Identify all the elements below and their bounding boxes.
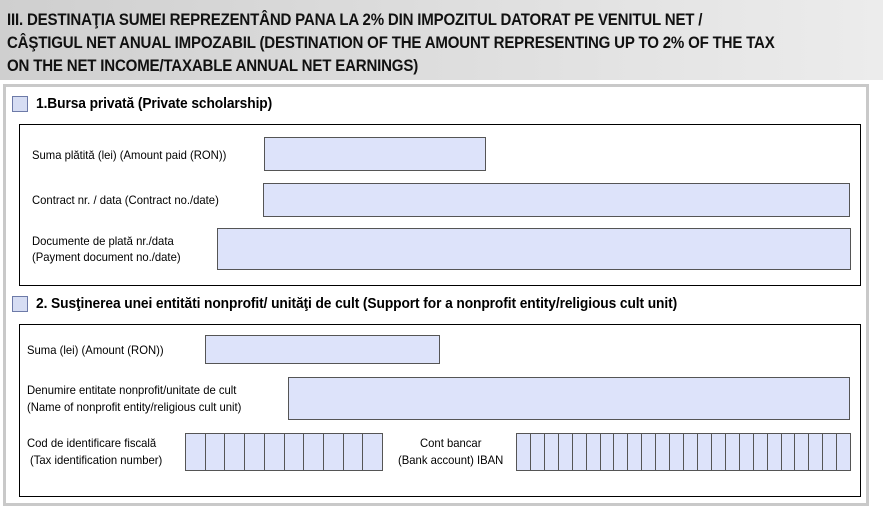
iban-char-box[interactable]	[670, 434, 684, 470]
bank-account-label-2: (Bank account) IBAN	[398, 453, 504, 467]
iban-char-box[interactable]	[587, 434, 601, 470]
tax-id-digit-box[interactable]	[265, 434, 285, 470]
iban-char-box[interactable]	[809, 434, 823, 470]
section-body	[3, 84, 869, 506]
section-header	[0, 0, 883, 80]
iban-char-box[interactable]	[837, 434, 850, 470]
iban-char-box[interactable]	[601, 434, 615, 470]
iban-char-box[interactable]	[642, 434, 656, 470]
amount-paid-input[interactable]	[265, 138, 485, 170]
private-scholarship-checkbox[interactable]	[12, 96, 28, 112]
entity-name-label-1: Denumire entitate nonprofit/unitate de cult	[27, 383, 237, 397]
private-scholarship-box	[19, 124, 861, 286]
contract-input[interactable]	[264, 184, 849, 216]
nonprofit-support-heading	[12, 296, 711, 312]
tax-id-boxes	[185, 433, 383, 471]
section-title	[7, 9, 881, 78]
iban-char-box[interactable]	[823, 434, 837, 470]
entity-name-field[interactable]	[288, 377, 850, 420]
iban-char-box[interactable]	[754, 434, 768, 470]
nonprofit-support-box	[19, 324, 861, 497]
iban-char-box[interactable]	[559, 434, 573, 470]
iban-char-box[interactable]	[656, 434, 670, 470]
iban-char-box[interactable]	[545, 434, 559, 470]
tax-id-label-1: Cod de identificare fiscală	[27, 436, 157, 450]
tax-id-digit-box[interactable]	[186, 434, 206, 470]
contract-field[interactable]	[263, 183, 850, 217]
private-scholarship-title: 1.Bursa privată (Private scholarship)	[36, 96, 273, 112]
bank-account-label-1: Cont bancar	[420, 436, 482, 450]
nonprofit-support-checkbox[interactable]	[12, 296, 28, 312]
payment-document-field[interactable]	[217, 228, 851, 270]
section-title-line-2: CÂŞTIGUL NET ANUAL IMPOZABIL (DESTINATION OF THE AMOUNT REPRESENTING UP TO 2% OF THE TAX	[7, 34, 775, 52]
payment-document-label-1: Documente de plată nr./data	[32, 234, 174, 248]
iban-char-box[interactable]	[795, 434, 809, 470]
iban-char-box[interactable]	[531, 434, 545, 470]
tax-id-digit-box[interactable]	[344, 434, 364, 470]
iban-char-box[interactable]	[684, 434, 698, 470]
amount-paid-label: Suma plătită (lei) (Amount paid (RON))	[32, 148, 227, 162]
tax-id-digit-box[interactable]	[225, 434, 245, 470]
section-title-line-3: ON THE NET INCOME/TAXABLE ANNUAL NET EARNINGS)	[7, 57, 419, 75]
contract-label: Contract nr. / data (Contract no./date)	[32, 193, 219, 207]
nonprofit-support-title: 2. Susţinerea unei entităti nonprofit/ unităţi de cult (Support for a nonprofit entity/religious cult unit)	[36, 296, 678, 312]
tax-id-digit-box[interactable]	[363, 434, 382, 470]
tax-id-digit-box[interactable]	[245, 434, 265, 470]
iban-char-box[interactable]	[698, 434, 712, 470]
iban-char-box[interactable]	[573, 434, 587, 470]
tax-id-label-2: (Tax identification number)	[30, 453, 163, 467]
tax-id-digit-box[interactable]	[324, 434, 344, 470]
iban-char-box[interactable]	[726, 434, 740, 470]
iban-char-box[interactable]	[782, 434, 796, 470]
iban-char-box[interactable]	[740, 434, 754, 470]
amount-input[interactable]	[206, 336, 439, 363]
entity-name-label-2: (Name of nonprofit entity/religious cult unit)	[27, 400, 242, 414]
tax-id-digit-box[interactable]	[285, 434, 305, 470]
private-scholarship-heading	[12, 96, 285, 112]
payment-document-input[interactable]	[218, 229, 850, 269]
amount-label: Suma (lei) (Amount (RON))	[27, 343, 164, 357]
payment-document-label-2: (Payment document no./date)	[32, 250, 181, 264]
tax-id-digit-box[interactable]	[304, 434, 324, 470]
amount-field[interactable]	[205, 335, 440, 364]
section-title-line-1: III. DESTINAŢIA SUMEI REPREZENTÂND PANA LA 2% DIN IMPOZITUL DATORAT PE VENITUL NET /	[7, 11, 703, 29]
iban-char-box[interactable]	[712, 434, 726, 470]
iban-boxes	[516, 433, 851, 471]
iban-char-box[interactable]	[614, 434, 628, 470]
entity-name-input[interactable]	[289, 378, 849, 419]
tax-id-digit-box[interactable]	[206, 434, 226, 470]
iban-char-box[interactable]	[628, 434, 642, 470]
amount-paid-field[interactable]	[264, 137, 486, 171]
iban-char-box[interactable]	[517, 434, 531, 470]
iban-char-box[interactable]	[768, 434, 782, 470]
